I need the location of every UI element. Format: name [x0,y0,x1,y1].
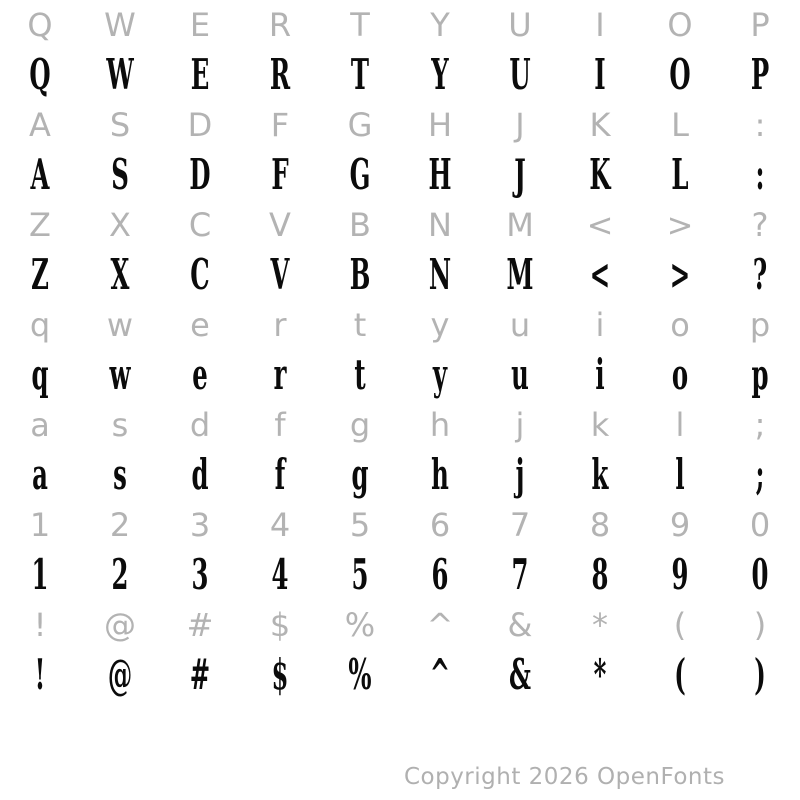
character-cell: H [428,150,452,199]
character-cell: H [427,106,453,144]
specimen-row-reference [0,500,800,550]
character-cell: g [351,450,369,499]
character-cell: F [271,150,289,199]
character-cell: 1 [29,506,51,544]
character-cell: t [354,350,366,399]
character-cell: U [509,50,531,99]
specimen-row-preview [0,150,800,200]
character-cell: h [431,450,449,499]
character-cell: j [515,450,525,499]
character-cell: T [350,50,370,99]
character-cell: 0 [749,506,771,544]
character-cell: s [113,450,127,499]
character-cell: % [348,650,372,699]
character-cell: ? [751,206,769,244]
character-cell: S [109,106,131,144]
character-cell: a [30,406,50,444]
character-cell: * [593,650,607,699]
specimen-row-reference [0,0,800,50]
character-cell: & [508,650,531,699]
character-cell: e [192,350,208,399]
character-cell: Y [431,50,449,99]
character-cell: V [269,206,291,244]
character-cell: ) [753,606,767,644]
character-cell: y [430,306,450,344]
character-cell: < [586,206,614,244]
character-cell: < [589,250,611,299]
character-cell: ! [34,650,46,699]
character-cell: # [186,606,214,644]
character-cell: k [590,406,610,444]
character-cell: X [109,206,131,244]
character-cell: R [269,50,291,99]
character-cell: I [594,50,606,99]
character-cell: $ [271,650,289,699]
character-cell: 0 [751,550,769,599]
character-cell: ! [33,606,47,644]
specimen-row-reference [0,400,800,450]
character-cell: C [190,250,210,299]
character-cell: 5 [351,550,369,599]
character-cell: D [187,106,213,144]
character-cell: > [669,250,691,299]
specimen-row-preview [0,350,800,400]
character-cell: E [190,50,210,99]
character-cell: ; [754,406,766,444]
character-cell: 1 [31,550,49,599]
character-cell: A [29,106,51,144]
character-cell: I [595,6,605,44]
character-cell: S [111,150,129,199]
character-cell: Q [27,6,53,44]
character-cell: o [670,306,690,344]
specimen-row-preview [0,250,800,300]
character-cell: M [506,250,534,299]
character-cell: u [509,306,531,344]
character-cell: G [349,150,371,199]
character-cell: y [432,350,448,399]
character-cell: 3 [189,506,211,544]
character-cell: q [29,306,51,344]
character-cell: 3 [191,550,209,599]
character-cell: $ [269,606,291,644]
character-cell: ^ [429,650,451,699]
character-cell: F [270,106,290,144]
character-cell: C [188,206,212,244]
character-cell: V [270,250,290,299]
character-cell: K [589,106,611,144]
character-cell: W [106,50,134,99]
character-cell: O [667,6,693,44]
character-cell: 9 [671,550,689,599]
character-cell: L [671,150,689,199]
character-cell: O [669,50,691,99]
character-cell: 2 [111,550,129,599]
character-cell: : [755,150,765,199]
character-cell: N [428,250,452,299]
character-cell: P [750,50,770,99]
character-cell: Z [29,206,51,244]
character-cell: ? [752,250,768,299]
character-cell: * [592,606,608,644]
character-cell: 4 [269,506,291,544]
character-cell: f [274,406,286,444]
character-cell: 5 [349,506,371,544]
character-cell: J [514,150,526,199]
character-cell: a [32,450,48,499]
character-cell: r [273,306,287,344]
character-cell: p [749,306,771,344]
specimen-row-reference [0,200,800,250]
character-cell: l [675,406,685,444]
character-cell: 7 [511,550,529,599]
character-cell: l [675,450,685,499]
character-cell: f [274,450,286,499]
character-cell: R [268,6,292,44]
specimen-row-reference [0,100,800,150]
character-cell: D [189,150,211,199]
character-cell: K [589,150,611,199]
specimen-row-preview [0,50,800,100]
character-cell: e [190,306,210,344]
character-cell: B [349,206,371,244]
character-cell: d [189,406,211,444]
character-cell: A [30,150,50,199]
character-cell: T [350,6,370,44]
character-cell: @ [104,606,136,644]
character-cell: G [347,106,373,144]
character-cell: 2 [109,506,131,544]
character-cell: : [754,106,766,144]
specimen-row-reference [0,300,800,350]
character-cell: t [353,306,367,344]
copyright-watermark: Copyright 2026 OpenFonts [403,764,725,790]
character-cell: N [428,206,452,244]
character-cell: j [515,406,525,444]
character-cell: P [750,6,770,44]
character-cell: M [506,206,534,244]
character-cell: U [508,6,532,44]
specimen-row-preview [0,450,800,500]
character-cell: w [106,306,134,344]
character-cell: 8 [591,550,609,599]
character-cell: J [515,106,525,144]
character-cell: 9 [669,506,691,544]
character-cell: Z [31,250,49,299]
character-cell: ) [754,650,766,699]
character-cell: 6 [431,550,449,599]
character-cell: W [104,6,136,44]
character-cell: Y [430,6,450,44]
character-cell: ( [673,606,687,644]
character-cell: w [109,350,131,399]
specimen-row-preview [0,550,800,600]
specimen-row-preview [0,650,800,700]
character-cell: p [751,350,769,399]
character-cell: ; [755,450,765,499]
character-cell: s [111,406,129,444]
character-cell: g [349,406,371,444]
character-cell: 6 [429,506,451,544]
character-cell: 8 [589,506,611,544]
character-cell: ^ [426,606,454,644]
character-cell: d [191,450,209,499]
character-cell: ( [674,650,686,699]
character-cell: > [666,206,694,244]
character-cell: # [189,650,211,699]
character-cell: k [591,450,609,499]
character-cell: h [429,406,451,444]
character-cell: r [273,350,287,399]
character-cell: 7 [509,506,531,544]
character-cell: & [507,606,533,644]
character-cell: L [671,106,689,144]
character-cell: i [595,350,605,399]
character-cell: % [344,606,376,644]
character-cell: B [349,250,371,299]
character-cell: 4 [271,550,289,599]
character-cell: i [595,306,605,344]
character-cell: u [511,350,529,399]
character-cell: o [671,350,689,399]
character-cell: Q [29,50,51,99]
specimen-row-reference [0,600,800,650]
character-cell: E [189,6,211,44]
character-cell: X [110,250,130,299]
character-cell: @ [107,650,133,699]
character-cell: q [31,350,49,399]
